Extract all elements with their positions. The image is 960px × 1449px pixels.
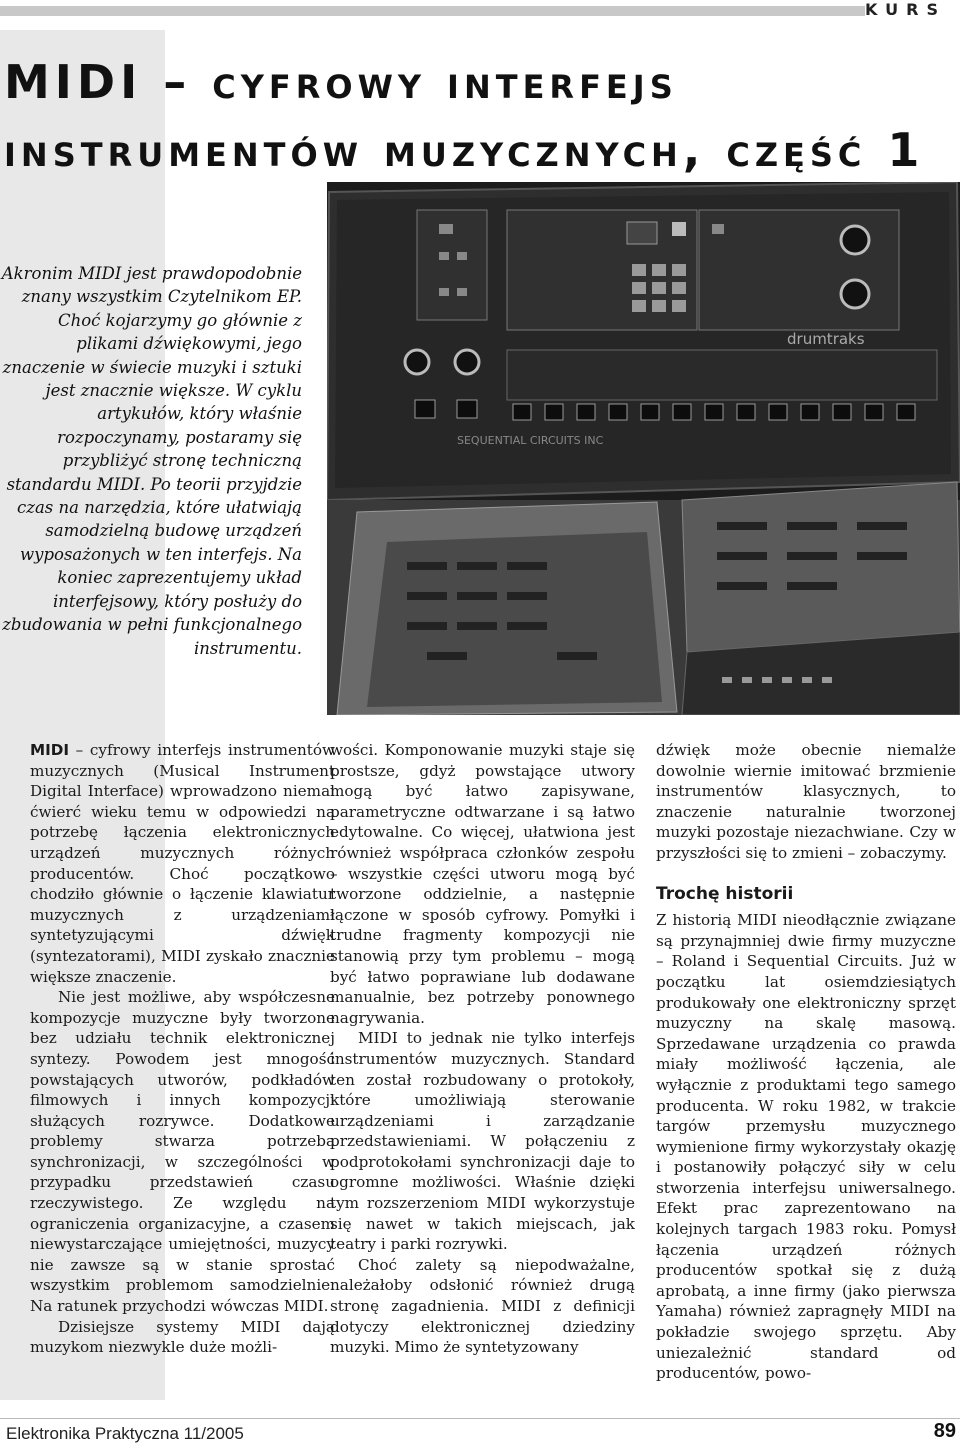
lead-paragraph: Akronim MIDI jest prawdopodobnie znany wszystkim Czytelnikom EP. Choć kojarzymy go głównie z plikami dźwiękowymi, jego znaczenie w świecie muzyki i sztuki jest znacznie większe. W cyklu artykułów, który właśnie rozpoczynamy, postaramy się przybliżyć stronę techniczną standardu MIDI. Po teorii przyjdzie czas na narzędzia, które ułatwiają samodzielną budowę urządzeń wyposażonych w ten interfejs. Na koniec zaprezentujemy układ interfejsowy, który posłuży do zbudowania w pełni funkcjonalnego instrumentu. [1,264,302,658]
header-rule [0,6,865,16]
col1-paragraph: Nie jest możliwe, aby współczesne kompozycje muzyczne były tworzone bez udziału technik elektronicznej syntezy. Powodem jest mnogość powstających utworów, podkładów filmowych i innych kompozycji służących rozrywce. Dodatkowe problemy stwarza potrzeba synchronizacji, w szczególności w przypadku przedstawień czasu rzeczywistego. Ze względu na ograniczenia organizacyjne, a czasem niewystarczające umiejętności, muzycy nie zawsze są w stanie sprostać wszystkim problemom samodzielnie. Na ratunek przychodzi wówczas MIDI. [30,988,335,1316]
maker-label: SEQUENTIAL CIRCUITS INC [457,434,604,447]
footer-rule [0,1418,960,1419]
col1-paragraph-text: – cyfrowy interfejs instrumentów muzycznych (Musical Instrument Digital Interface) wprowadzono niemal ćwierć wieku temu w odpowiedzi na potrzebę łączenia elektronicznych urządzeń muzycznych różnych producentów. Choć początkowo chodziło głównie o łączenie klawiatur muzycznych z urządzeniami syntetyzującymi dźwięk (syntezatorami), MIDI zyskało znacznie większe znaczenie. [30,741,335,986]
midi-run-in: MIDI [30,741,70,759]
col2-paragraph: MIDI to jednak nie tylko interfejs instrumentów muzycznych. Standard ten został rozbudowany o protokoły, które umożliwiają sterowanie urządzeniami i zarządzanie przedstawieniami. W połączeniu z podprotokołami synchronizacji daje to ogromne możliwości. Właśnie dzięki tym rozszerzeniom MIDI wykorzystuje się nawet w takich miejscach, jak teatry i parki rozrywki. [330,1029,635,1254]
subheading-history: Trochę historii [656,883,794,904]
col3-paragraph: dźwięk może obecnie niemalże dowolnie wiernie imitować brzmienie instrumentów klasycznych, to znaczenie naturalnie tworzonej muzyki pozostaje niezachwiane. Czy w przyszłości się to zmieni – zobaczymy. [656,741,956,862]
article-title: MIDI – cyfrowy interfejs instrumentów muzycznych, część 1 [4,55,925,177]
page-number: 89 [933,1420,956,1442]
body-column-1 [30,740,335,1358]
col3-paragraph: Z historią MIDI nieodłącznie związane są przynajmniej dwie firmy muzyczne – Roland i Sequential Circuits. Już w początku lat osiemdziesiątych produkowały one elektroniczny sprzęt muzyczny na skalę masową. Sprzedawane urządzenia co prawda miały możliwość łączenia, ale wyłącznie z produktami tego samego producenta. W roku 1982, w trakcie targów przemysłu muzycznego wymienione firmy wykorzystały okazję i postanowiły połączyć siły w celu stworzenia interfejsu uniwersalnego. Efekt prac zaprezentowano na kolejnych targach 1983 roku. Pomysł łączenia urządzeń różnych producentów spotkał się z dużą aprobatą, a inne firmy (jako pierwsza Yamaha) również zapragnęły MIDI na pokładzie swojego sprzętu. Aby uniezależnić standard od producentów, powo- [656,911,956,1383]
publication-footer: Elektronika Praktyczna 11/2005 [6,1424,244,1443]
section-tag: KURS [865,0,946,19]
brand-label: drumtraks [787,330,865,348]
body-column-3 [656,740,956,1384]
col2-paragraph: Choć zalety są niepodważalne, należałoby odsłonić również drugą stronę zagadnienia. MIDI z definicji dotyczy elektronicznej dziedziny muzyki. Mimo że syntetyzowany [330,1255,635,1357]
col1-paragraph [30,740,335,987]
body-column-2 [330,740,635,1358]
drum-machine-photo [327,182,960,715]
col1-paragraph: Dzisiejsze systemy MIDI dają muzykom niezwykle duże możli- [30,1317,335,1357]
col2-paragraph: wości. Komponowanie muzyki staje się prostsze, gdyż powstające utwory mogą być łatwo zapisywane, parametryczne odtwarzane i są łatwo edytowalne. Co więcej, ułatwiona jest również współpraca członków zespołu – wszystkie części utworu mogą być tworzone oddzielnie, a następnie łączone w sposób cyfrowy. Pomyłki i trudne fragmenty kompozycji nie stanowią przy tym problemu – mogą być łatwo poprawiane lub dodawane manualnie, bez potrzeby ponownego nagrywania. [330,741,635,1027]
